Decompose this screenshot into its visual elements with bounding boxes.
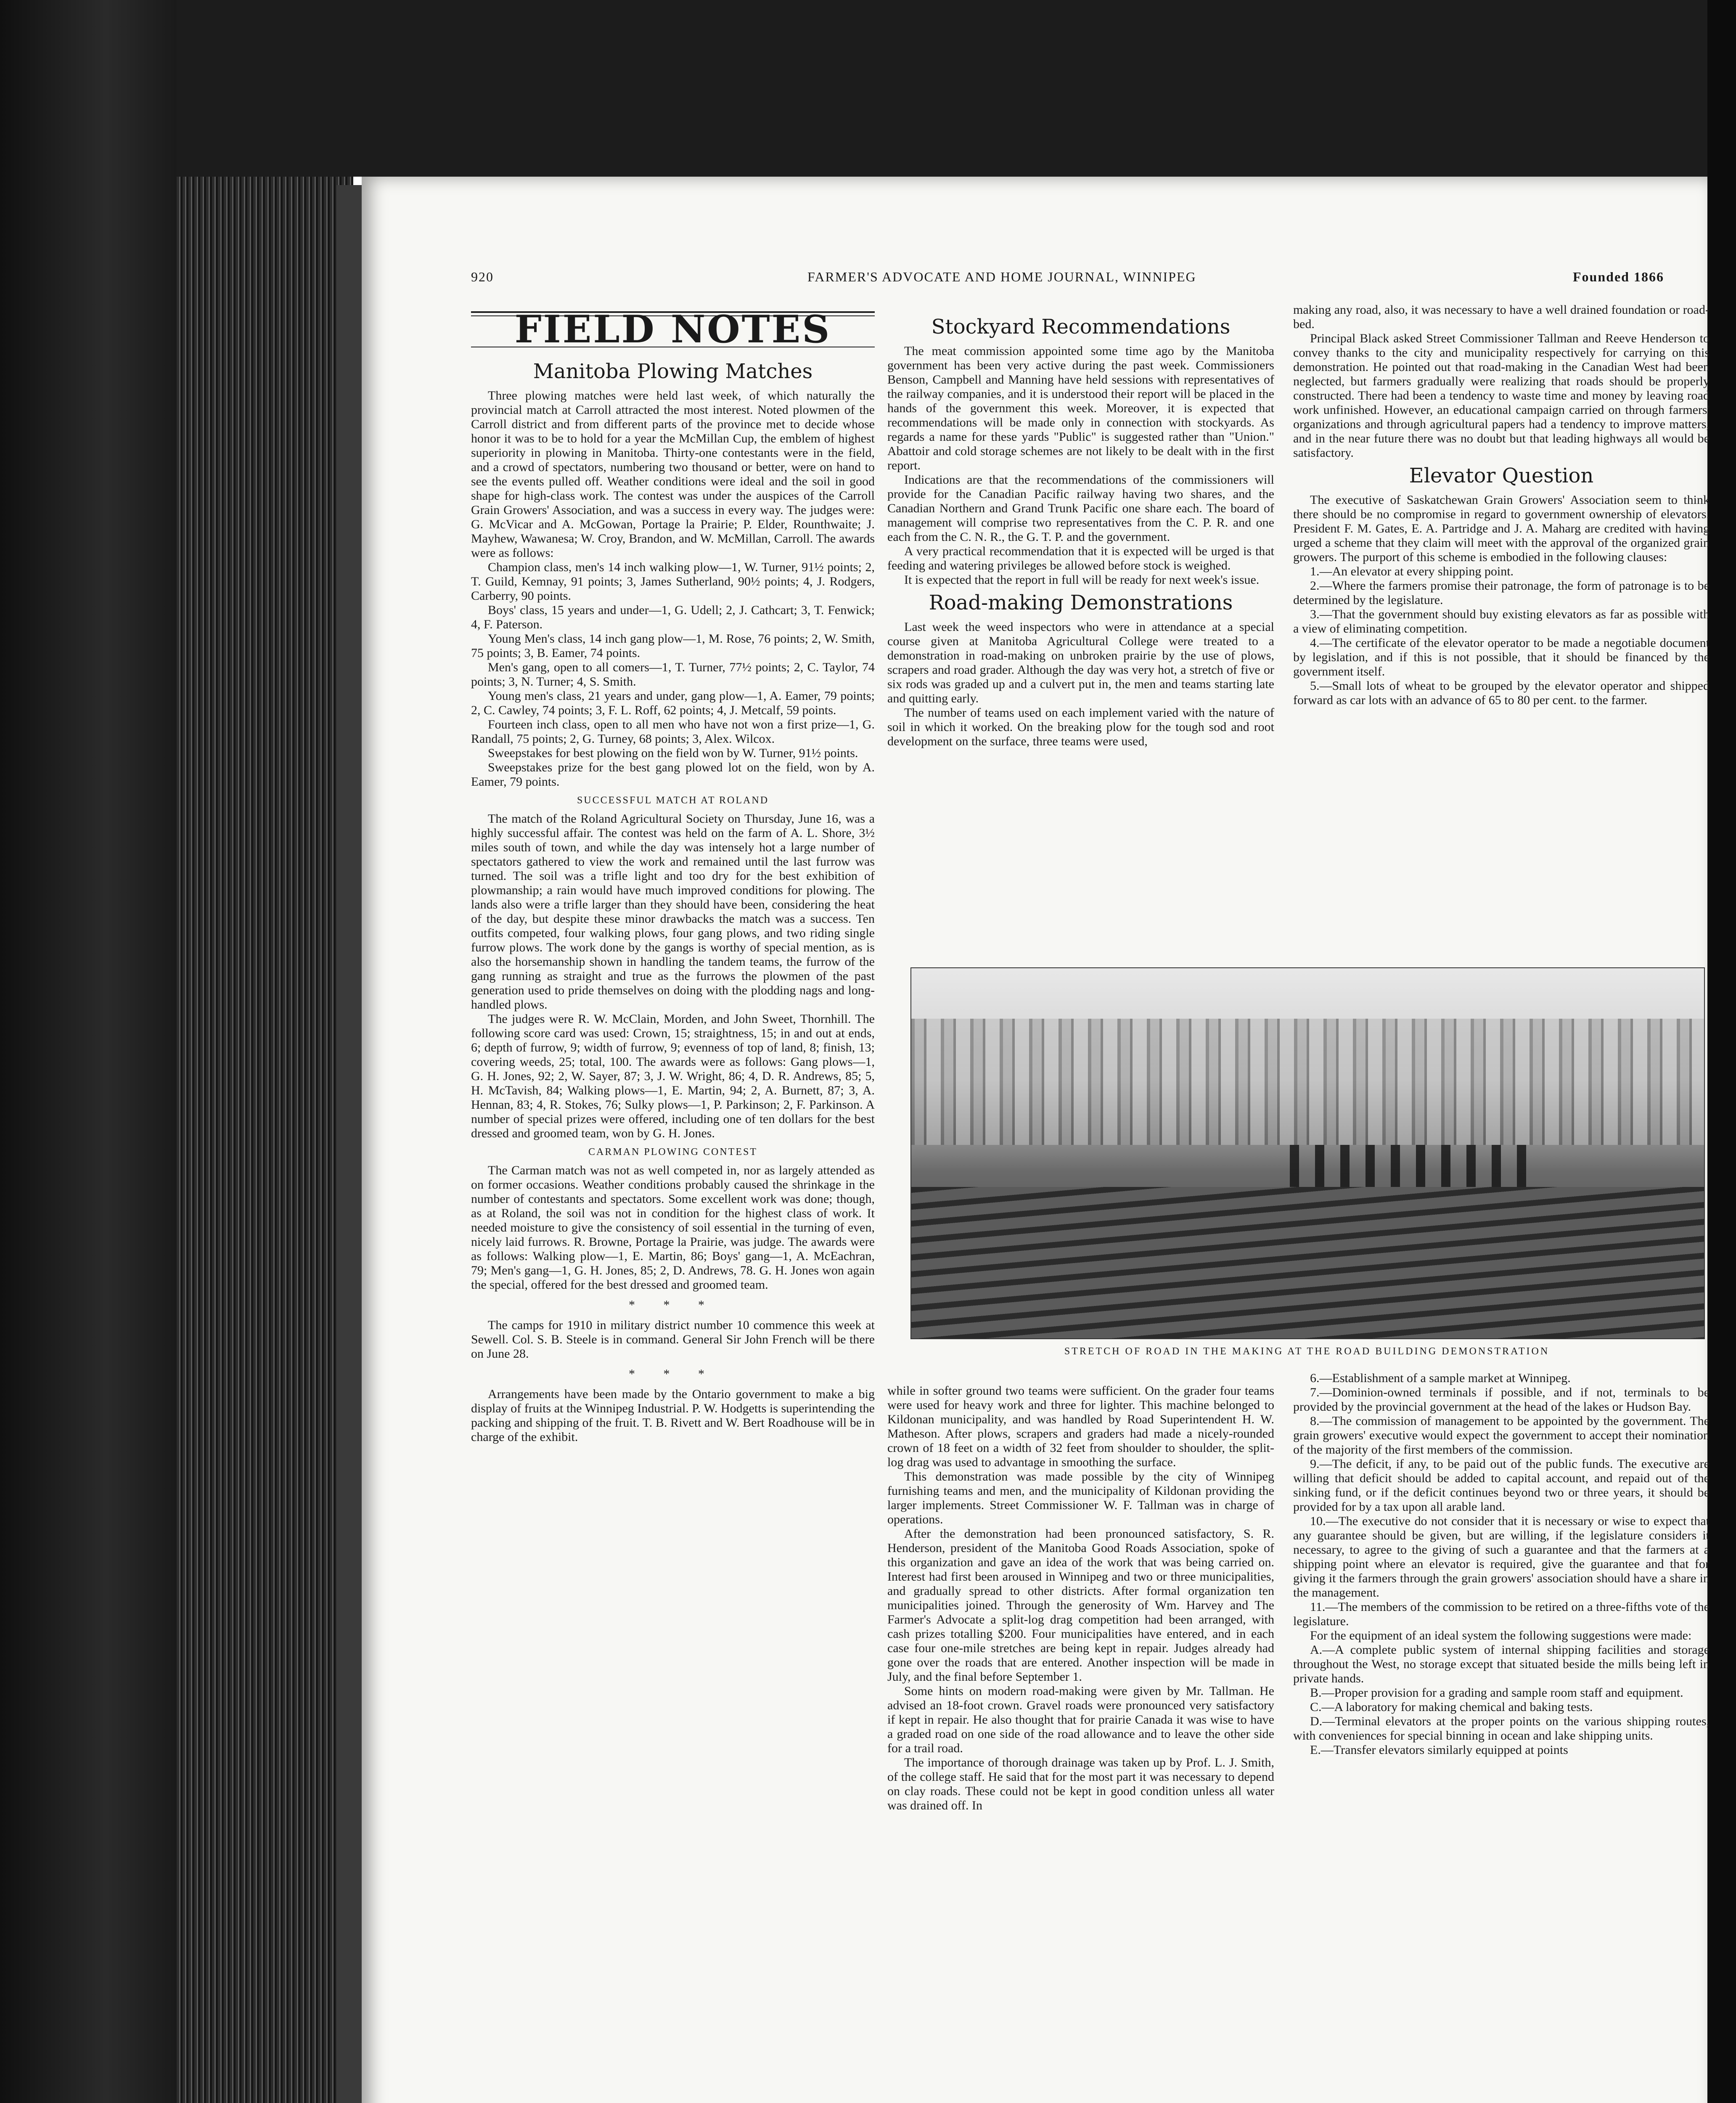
paragraph: Indications are that the recommendations of the commissioners will provide for the Canadian Pacific railway having two shares, and the Canadian Northern and Grand Trunk Pacific one share each. The board of management will comprise two representatives from the C. P. R. and one each from the C. N. R., the G. T. P. and the government. [887,473,1274,544]
column-2 [887,311,1274,749]
paragraph: 10.—The executive do not consider that it is necessary or wise to expect that any guarantee should be given, but are willing, if the legislature considers it necessary, to agree to the giving of such a guarantee and that the farmers at a shipping point where an elevator is required, give the guarantee and that for giving it the farmers through the grain growers' association should have a share in the management. [1293,1514,1710,1600]
photo-road-surface [911,1187,1704,1338]
paragraph: Young Men's class, 14 inch gang plow—1, M. Rose, 76 points; 2, W. Smith, 75 points; 3, B. Eamer, 74 points. [471,632,875,660]
paragraph: 5.—Small lots of wheat to be grouped by the elevator operator and shipped forward as car lots with an advance of 65 to 80 per cent. to the farmer. [1293,679,1710,707]
paragraph: Three plowing matches were held last week, of which naturally the provincial match at Carroll attracted the most interest. Noted plowmen of the Carroll district and from different parts of the province met to decide whose honor it was to be to hold for a year the McMillan Cup, the emblem of highest superiority in plowing in Manitoba. Thirty-one contestants were in the field, and a crowd of spectators, numbering two thousand or better, were on hand to see the events pulled off. Weather conditions were ideal and the soil in good shape for high-class work. The contest was under the auspices of the Carroll Grain Growers' Association, and was a success in every way. The judges were: G. McVicar and A. McGowan, Portage la Prairie; P. Elder, Rounthwaite; J. Mayhew, Wawanesa; W. Croy, Brandon, and W. McMillan, Carroll. The awards were as follows: [471,389,875,560]
paragraph: Some hints on modern road-making were given by Mr. Tallman. He advised an 18-foot crown. Gravel roads were pronounced very satisfactory if kept in repair. He also thought that for prairie Canada it was wise to have a graded road on one side of the road allowance and to leave the other side for a trail road. [887,1684,1274,1755]
paragraph: 6.—Establishment of a sample market at Winnipeg. [1310,1371,1571,1385]
paragraph: The executive of Saskatchewan Grain Growers' Association seem to think there should be no compromise in regard to government ownership of elevators. President F. M. Gates, E. A. Partridge and J. A. Maharg are credited with having urged a scheme that they claim will meet with the approval of the organized grain growers. The purport of this scheme is embodied in the following clauses: [1293,493,1710,564]
paragraph: E.—Transfer elevators similarly equipped at points [1310,1743,1568,1757]
section-title-stockyard: Stockyard Recommendations [931,315,1231,339]
page-number: 920 [471,269,494,284]
paragraph: The match of the Roland Agricultural Society on Thursday, June 16, was a highly successful affair. The contest was held on the farm of A. L. Shore, 3½ miles south of town, and while the day was intensely hot a large number of spectators gathered to view the work and remained until the last furrow was turned. The soil was a trifle light and too dry for the best exhibition of plowmanship; a rain would have much improved conditions for plowing. The lands also were a trifle larger than they should have been, considering the heat of the day, but despite these minor drawbacks the match was a success. Ten outfits competed, four walking plows, four gang plows, and two riding single furrow plows. The work done by the gangs is worthy of special mention, as is also the horsemanship shown in handling the tandem teams, the furrow of the gang running as straight and true as the furrows the plowmen of the past generation used to pride themselves on doing with the plodding nags and long-handled plows. [471,812,875,1012]
paragraph: Champion class, men's 14 inch walking plow—1, W. Turner, 91½ points; 2, T. Guild, Kemnay, 91 points; 3, James Sutherland, 90½ points; 4, J. Rodgers, Carberry, 90 points. [471,560,875,603]
paragraph: The meat commission appointed some time ago by the Manitoba government has been very active during the past week. Commissioners Benson, Campbell and Manning have held sessions with representatives of the railway companies, and it is understood their report will be placed in the hands of the government this week. Moreover, it is expected that recommendations will be made only in connection with stockyards. As regards a name for these yards "Public" is suggested rather than "Union." Abattoir and cold storage schemes are not likely to be dealt with in the first report. [887,344,1274,472]
paragraph: 9.—The deficit, if any, to be paid out of the public funds. The executive are willing that deficit should be added to capital account, and repaid out of the sinking fund, or if the deficit continues beyond two or three years, it should be provided for by a tax upon all arable land. [1293,1457,1710,1514]
paragraph: After the demonstration had been pronounced satisfactory, S. R. Henderson, president of the Manitoba Good Roads Association, spoke of this organization and gave an idea of the work that was being carried on. Interest had first been aroused in Winnipeg and two or three municipalities, and gradually spread to other districts. After formal organization ten municipalities joined. Through the generosity of Wm. Harvey and The Farmer's Advocate a split-log drag competition had been arranged, with cash prizes totalling $200. Four municipalities have entered, and in each case four one-mile stretches are being kept in repair. Judges already had gone over the roads that are entered. Another inspection will be made in July, and the final before September 1. [887,1527,1274,1684]
paragraph: The judges were R. W. McClain, Morden, and John Sweet, Thornhill. The following score card was used: Crown, 15; straightness, 15; in and out at ends, 6; depth of furrow, 9; width of furrow, 9; evenness of top of land, 8; finish, 13; covering weeds, 25; total, 100. The awards were as follows: Gang plows—1, G. H. Jones, 92; 2, W. Sayer, 87; 3, J. W. Wright, 86; 4, D. R. Andrews, 85; 5, H. McTavish, 84; Walking plows—1, E. Martin, 94; 2, A. Burnett, 87; 3, A. Hennan, 83; 4, R. Stokes, 76; Sulky plows—1, P. Parkinson; 2, F. Parkinson. A number of special prizes were offered, including one of ten dollars for the best dressed and groomed team, won by G. H. Jones. [471,1012,875,1140]
paragraph: making any road, also, it was necessary to have a well drained foundation or road-bed. [1293,303,1710,331]
paragraph: C.—A laboratory for making chemical and baking tests. [1310,1700,1593,1714]
scan-background-left [0,0,177,2103]
paragraph: Boys' class, 15 years and under—1, G. Udell; 2, J. Cathcart; 3, T. Fenwick; 4, F. Paterson. [471,603,875,631]
road-demonstration-photo [910,967,1705,1339]
paragraph: 8.—The commission of management to be appointed by the government. The grain growers' executive would expect the government to accept their nomination of the majority of the first members of the commission. [1293,1414,1710,1457]
founded-year: Founded 1866 [1573,269,1664,284]
photo-treeline [911,1019,1704,1145]
paragraph: For the equipment of an ideal system the following suggestions were made: [1310,1629,1692,1642]
photo-caption: STRETCH OF ROAD IN THE MAKING AT THE ROAD BUILDING DEMONSTRATION [1064,1346,1550,1357]
page-header [471,269,1691,294]
paragraph: 2.—Where the farmers promise their patronage, the form of patronage is to be determined by the legislature. [1293,579,1710,607]
section-separator: * * * [629,1298,717,1312]
scan-background-right [1707,0,1736,2103]
paragraph: Arrangements have been made by the Ontario government to make a big display of fruits at the Winnipeg Industrial. P. W. Hodgetts is superintending the packing and shipping of the fruit. T. B. Rivett and W. Bert Roadhouse will be in charge of the exhibit. [471,1387,875,1444]
section-title-elevator: Elevator Question [1409,464,1594,487]
paragraph: 7.—Dominion-owned terminals if possible, and if not, terminals to be provided by the provincial government at the head of the lakes or Hudson Bay. [1293,1385,1710,1414]
paragraph: Last week the weed inspectors who were in attendance at a special course given at Manitoba Agricultural College were treated to a demonstration in road-making on unbroken prairie by the use of plows, scrapers and road grader. Although the day was very hot, a stretch of five or six rods was graded up and a culvert put in, the men and teams starting late and quitting early. [887,620,1274,705]
paragraph: Sweepstakes prize for the best gang plowed lot on the field, won by A. Eamer, 79 points. [471,760,875,789]
book-page-edges [177,177,353,2103]
field-notes-masthead: FIELD NOTES [514,307,831,352]
paragraph: The camps for 1910 in military district number 10 commence this week at Sewell. Col. S. B. Steele is in command. General Sir John French will be there on June 28. [471,1318,875,1361]
journal-title: FARMER'S ADVOCATE AND HOME JOURNAL, WINNIPEG [807,269,1196,284]
paragraph: The Carman match was not as well competed in, nor as largely attended as on former occasions. Weather conditions probably caused the shrinkage in the number of contestants and spectators. Some excellent work was done; though, as at Roland, the soil was not in condition for the highest class of work. It needed moisture to give the consistency of soil essential in the turning of even, nicely laid furrows. R. Browne, Portage la Prairie, was judge. The awards were as follows: Walking plow—1, E. Martin, 86; Boys' gang—1, A. McEachran, 79; Men's gang—1, G. H. Jones, 85; 2, D. Andrews, 78. G. H. Jones won again the special, offered for the best dressed and groomed team. [471,1163,875,1292]
paragraph: A very practical recommendation that it is expected will be urged is that feeding and watering privileges be allowed before stock is weighed. [887,544,1274,572]
paragraph: D.—Terminal elevators at the proper points on the various shipping routes, with conveniences for special binning in ocean and lake shipping units. [1293,1714,1710,1743]
paragraph: 3.—That the government should buy existing elevators as far as possible with a view of eliminating competition. [1293,607,1710,636]
paragraph: 4.—The certificate of the elevator operator to be made a negotiable document by legislation, and if this is not possible, that it should be financed by the government itself. [1293,636,1710,678]
section-title-plowing: Manitoba Plowing Matches [533,360,813,383]
paragraph: Men's gang, open to all comers—1, T. Turner, 77½ points; 2, C. Taylor, 74 points; 3, N. Turner; 4, S. Smith. [471,660,875,689]
paragraph: It is expected that the report in full will be ready for next week's issue. [904,573,1260,587]
column-1 [471,307,875,1444]
section-title-road-making: Road-making Demonstrations [929,591,1233,614]
paragraph: B.—Proper provision for a grading and sample room staff and equipment. [1310,1686,1683,1700]
paragraph: Sweepstakes for best plowing on the field won by W. Turner, 91½ points. [488,746,858,760]
section-separator: * * * [629,1367,717,1381]
paragraph: The importance of thorough drainage was taken up by Prof. L. J. Smith, of the college staff. He said that for the most part it was necessary to depend on clay roads. These could not be kept in good condition unless all water was drained off. In [887,1756,1274,1812]
column-3 [1293,303,1710,707]
subheading-roland: SUCCESSFUL MATCH AT ROLAND [577,795,769,806]
subheading-carman: CARMAN PLOWING CONTEST [588,1147,757,1157]
column-3-lower [1293,1371,1710,1757]
paragraph: A.—A complete public system of internal shipping facilities and storage throughout the West, no storage except that situated beside the mills being left in private hands. [1293,1643,1710,1685]
paragraph: This demonstration was made possible by the city of Winnipeg furnishing teams and men, and the municipality of Kildonan providing the larger implements. Street Commissioner W. F. Tallman was in charge of operations. [887,1470,1274,1526]
paragraph: Fourteen inch class, open to all men who have not won a first prize—1, G. Randall, 75 points; 2, G. Turney, 68 points; 3, Alex. Wilcox. [471,718,875,746]
paragraph: Young men's class, 21 years and under, gang plow—1, A. Eamer, 79 points; 2, C. Cawley, 74 points; 3, F. L. Roff, 62 points; 4, J. Metcalf, 59 points. [471,689,875,717]
paragraph: 11.—The members of the commission to be retired on a three-fifths vote of the legislature. [1293,1600,1710,1628]
scan-background-top [0,0,1736,177]
paragraph: 1.—An elevator at every shipping point. [1310,564,1514,578]
paragraph: while in softer ground two teams were sufficient. On the grader four teams were used for heavy work and three for lighter. This machine belonged to Kildonan municipality, and was handled by Road Superintendent H. W. Matheson. After plows, scrapers and graders had made a nicely-rounded crown of 18 feet on a width of 32 feet from shoulder to shoulder, the split-log drag was used to advantage in smoothing the surface. [887,1384,1274,1469]
paragraph: Principal Black asked Street Commissioner Tallman and Reeve Henderson to convey thanks to the city and municipality respectively for carrying on this demonstration. He pointed out that road-making in the Canadian West had been neglected, but farmers gradually were realizing that roads should be properly constructed. There had been a tendency to waste time and money by leaving road work unfinished. However, an educational campaign carried on through farmers' organizations and through agricultural papers had a tendency to improve matters, and in the near future there was no doubt but that leading highways all would be satisfactory. [1293,331,1710,460]
column-2-lower [887,1384,1274,1813]
paragraph: The number of teams used on each implement varied with the nature of soil in which it worked. On the breaking plow for the tough sod and root development on the surface, three teams were used, [887,706,1274,748]
